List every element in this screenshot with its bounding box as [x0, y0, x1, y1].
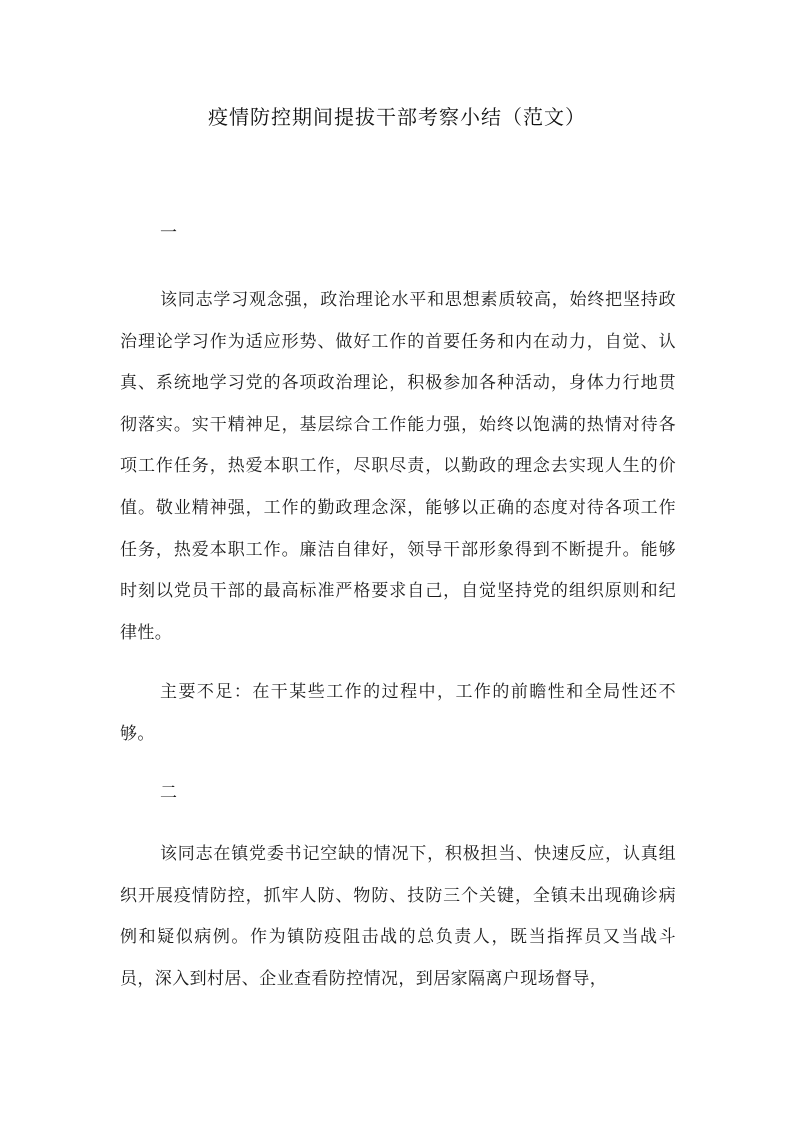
section-two-paragraph-1: 该同志在镇党委书记空缺的情况下，积极担当、快速反应，认真组织开展疫情防控，抓牢人防、物防、技防三个关键，全镇未出现确诊病例和疑似病例。作为镇防疫阻击战的总负责人，既当指挥员又当战斗员，深入到村居、企业查看防控情况，到居家隔离户现场督导， — [120, 844, 676, 989]
section-one-paragraph-1: 该同志学习观念强，政治理论水平和思想素质较高，始终把坚持政治理论学习作为适应形势、做好工作的首要任务和内在动力，自觉、认真、系统地学习党的各项政治理论，积极参加各种活动，身体力行地贯彻落实。实干精神足，基层综合工作能力强，始终以饱满的热情对待各项工作任务，热爱本职工作，尽职尽责，以勤政的理念去实现人生的价值。敬业精神强，工作的勤政理念深，能够以正确的态度对待各项工作任务，热爱本职工作。廉洁自律好，领导干部形象得到不断提升。能够时刻以党员干部的最高标准严格要求自己，自觉坚持党的组织原则和纪律性。 — [120, 290, 676, 643]
section-marker-two: 二 — [160, 783, 177, 803]
section-one-paragraph-2: 主要不足：在干某些工作的过程中，工作的前瞻性和全局性还不够。 — [120, 682, 676, 744]
document-title: 疫情防控期间提拔干部考察小结（范文） — [208, 105, 586, 129]
section-marker-one: 一 — [160, 223, 177, 243]
